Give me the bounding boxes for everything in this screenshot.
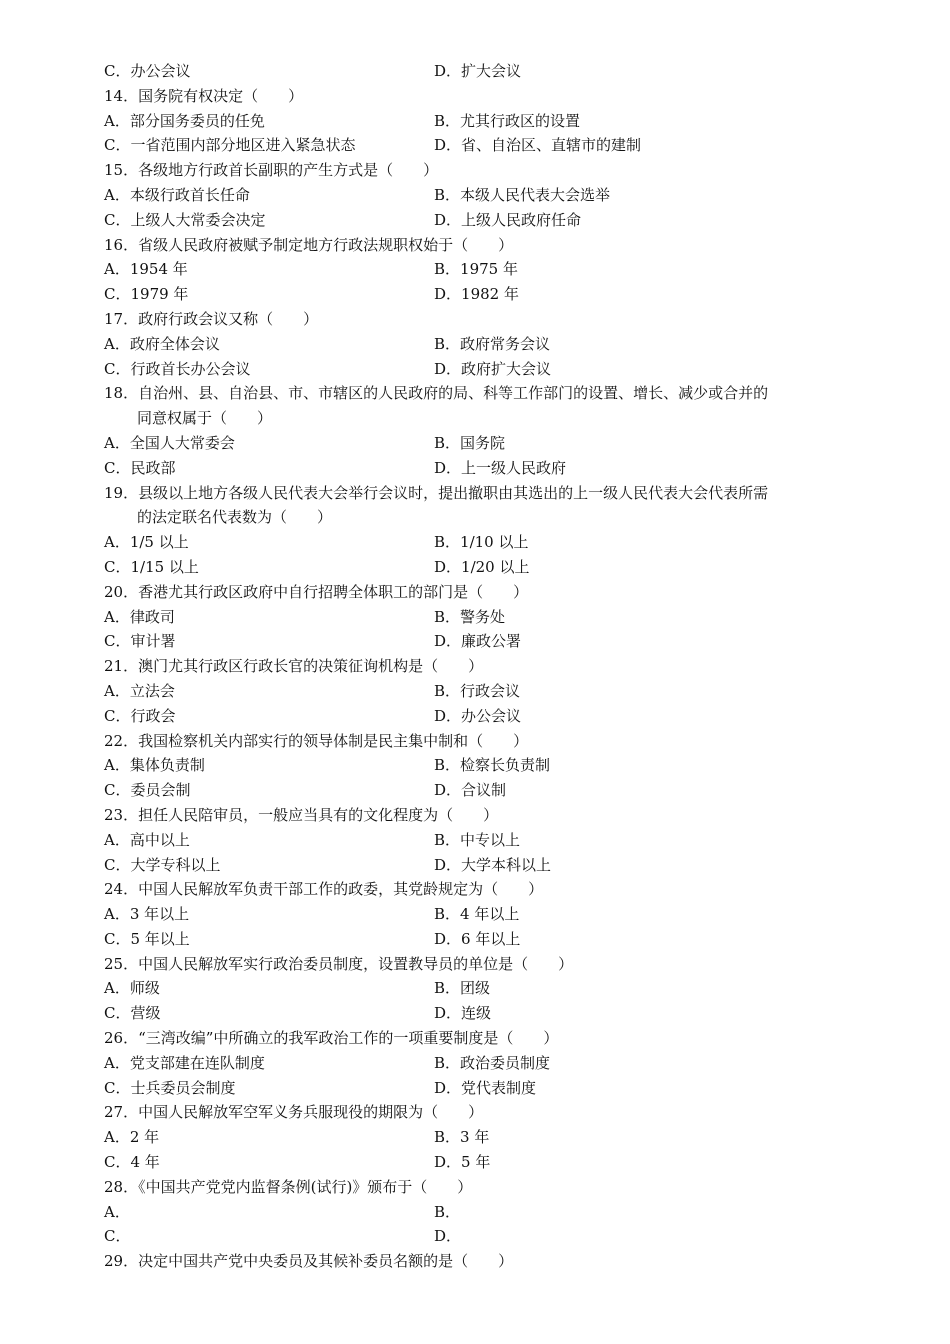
question-text: 18．自治州、县、自治县、市、市辖区的人民政府的局、科等工作部门的设置、增长、减少或合并的: [104, 384, 769, 403]
option-row: [104, 1051, 864, 1076]
option-left: C．民政部: [104, 458, 176, 477]
option-row: [104, 853, 864, 878]
question: [104, 1175, 864, 1200]
option-left: C．上级人大常委会决定: [104, 210, 266, 229]
option-left: A．部分国务委员的任免: [104, 111, 265, 130]
question: [104, 381, 864, 406]
option-row: [104, 902, 864, 927]
option-left: C．: [104, 1227, 131, 1246]
option-left: C．1979 年: [104, 285, 189, 304]
option-right: B．尤其行政区的设置: [434, 111, 581, 130]
question: [104, 1249, 864, 1274]
option-left: A．师级: [104, 979, 160, 998]
option-row: [104, 1076, 864, 1101]
option-row: [104, 183, 864, 208]
option-right: D．省、自治区、直辖市的建制: [434, 136, 642, 155]
option-left: A．3 年以上: [104, 905, 190, 924]
option-left: A．本级行政首长任命: [104, 185, 250, 204]
option-left: A．2 年: [104, 1128, 160, 1147]
option-left: A．政府全体会议: [104, 334, 220, 353]
question: [104, 729, 864, 754]
option-right: B．团级: [434, 979, 491, 998]
option-left: A．1954 年: [104, 260, 188, 279]
question-text: 25．中国人民解放军实行政治委员制度，设置教导员的单位是（ ）: [104, 954, 574, 973]
option-left: C．4 年: [104, 1153, 160, 1172]
option-left: C．士兵委员会制度: [104, 1078, 236, 1097]
option-right: B．国务院: [434, 433, 506, 452]
option-left: C．办公会议: [104, 62, 191, 80]
option-row: [104, 208, 864, 233]
option-left: C．一省范围内部分地区进入紧急状态: [104, 136, 356, 155]
option-row: [104, 257, 864, 282]
option-right: D．6 年以上: [434, 929, 521, 948]
question: [104, 1026, 864, 1051]
option-row: [104, 778, 864, 803]
question: [104, 803, 864, 828]
option-right: B．4 年以上: [434, 905, 520, 924]
option-right: B．中专以上: [434, 830, 521, 849]
option-right: B．: [434, 1202, 461, 1221]
option-right: D．合议制: [434, 781, 507, 800]
question: [104, 233, 864, 258]
question-text: 20．香港尤其行政区政府中自行招聘全体职工的部门是（ ）: [104, 582, 529, 601]
question: [104, 654, 864, 679]
option-left: A．集体负责制: [104, 756, 205, 775]
option-row: [104, 1001, 864, 1026]
question-text-cont: 同意权属于（ ）: [137, 409, 273, 428]
option-right: D．上一级人民政府: [434, 458, 567, 477]
option-right: D．1982 年: [434, 285, 519, 304]
question-text: 28．《中国共产党党内监督条例(试行)》颁布于（ ）: [104, 1177, 473, 1196]
option-right: B．本级人民代表大会选举: [434, 185, 611, 204]
option-row: [104, 629, 864, 654]
option-left: C．行政首长办公会议: [104, 359, 251, 378]
question: [104, 481, 864, 506]
question-text: 21．澳门尤其行政区行政长官的决策征询机构是（ ）: [104, 657, 484, 676]
question: [104, 307, 864, 332]
option-row: [104, 753, 864, 778]
question-text: 24．中国人民解放军负责干部工作的政委，其党龄规定为（ ）: [104, 880, 544, 899]
option-row: [104, 976, 864, 1001]
question: [104, 580, 864, 605]
option-left: C．委员会制: [104, 781, 191, 800]
question: [104, 158, 864, 183]
option-row: [104, 555, 864, 580]
option-row: [104, 679, 864, 704]
option-left: A．1/5 以上: [104, 533, 189, 552]
option-row: [104, 133, 864, 158]
question-text: 17．政府行政会议又称（ ）: [104, 309, 319, 328]
option-right: B．检察长负责制: [434, 756, 551, 775]
question: [104, 952, 864, 977]
option-left: C．1/15 以上: [104, 557, 199, 576]
question-text: 19．县级以上地方各级人民代表大会举行会议时，提出撤职由其选出的上一级人民代表大会代表所需: [104, 483, 769, 502]
option-right: D．连级: [434, 1004, 492, 1023]
option-right: D．大学本科以上: [434, 855, 552, 874]
option-row: [104, 282, 864, 307]
option-right: D．1/20 以上: [434, 557, 530, 576]
option-right: D．廉政公署: [434, 632, 522, 651]
option-left: C．营级: [104, 1004, 161, 1023]
option-right: D．政府扩大会议: [434, 359, 552, 378]
option-row: [104, 1150, 864, 1175]
option-row: [104, 927, 864, 952]
question-text: 26．“三湾改编”中所确立的我军政治工作的一项重要制度是（ ）: [104, 1029, 559, 1048]
option-row: [104, 332, 864, 357]
option-left: A．律政司: [104, 607, 175, 626]
option-right: B．1975 年: [434, 260, 518, 279]
question-text: 14．国务院有权决定（ ）: [104, 86, 304, 105]
option-right: B．3 年: [434, 1128, 490, 1147]
question-continuation: [104, 406, 864, 431]
question-text: 22．我国检察机关内部实行的领导体制是民主集中制和（ ）: [104, 731, 529, 750]
option-row: [104, 456, 864, 481]
option-row: [104, 605, 864, 630]
option-row: [104, 431, 864, 456]
option-left: A．: [104, 1202, 130, 1221]
option-right: D．党代表制度: [434, 1078, 537, 1097]
option-left: A．全国人大常委会: [104, 433, 235, 452]
option-row: [104, 1224, 864, 1249]
option-right: D．5 年: [434, 1153, 491, 1172]
question-continuation: [104, 505, 864, 530]
option-row: [104, 704, 864, 729]
option-row: [104, 530, 864, 555]
option-right: B．政治委员制度: [434, 1053, 551, 1072]
option-right: D．办公会议: [434, 706, 522, 725]
option-row: [104, 357, 864, 382]
option-row: [104, 1125, 864, 1150]
option-right: B．政府常务会议: [434, 334, 551, 353]
option-right: D．: [434, 1227, 462, 1246]
question-text: 27．中国人民解放军空军义务兵服现役的期限为（ ）: [104, 1103, 484, 1122]
exam-page: [104, 59, 864, 1274]
option-row: [104, 59, 864, 84]
question: [104, 1100, 864, 1125]
option-left: C．大学专科以上: [104, 855, 221, 874]
option-row: [104, 1200, 864, 1225]
option-right: B．行政会议: [434, 681, 521, 700]
option-left: C．5 年以上: [104, 929, 190, 948]
question-text-cont: 的法定联名代表数为（ ）: [137, 508, 333, 527]
question-text: 15．各级地方行政首长副职的产生方式是（ ）: [104, 161, 439, 180]
option-left: C．行政会: [104, 706, 176, 725]
option-left: A．立法会: [104, 681, 175, 700]
option-right: D．上级人民政府任命: [434, 210, 582, 229]
option-left: A．党支部建在连队制度: [104, 1053, 265, 1072]
option-right: B．警务处: [434, 607, 506, 626]
question-text: 16．省级人民政府被赋予制定地方行政法规职权始于（ ）: [104, 235, 514, 254]
question-text: 29．决定中国共产党中央委员及其候补委员名额的是（ ）: [104, 1252, 514, 1271]
question: [104, 877, 864, 902]
option-left: C．审计署: [104, 632, 176, 651]
option-row: [104, 109, 864, 134]
option-left: A．高中以上: [104, 830, 190, 849]
option-right: B．1/10 以上: [434, 533, 529, 552]
question-text: 23．担任人民陪审员，一般应当具有的文化程度为（ ）: [104, 805, 499, 824]
question: [104, 84, 864, 109]
option-right: D．扩大会议: [434, 62, 522, 80]
option-row: [104, 828, 864, 853]
